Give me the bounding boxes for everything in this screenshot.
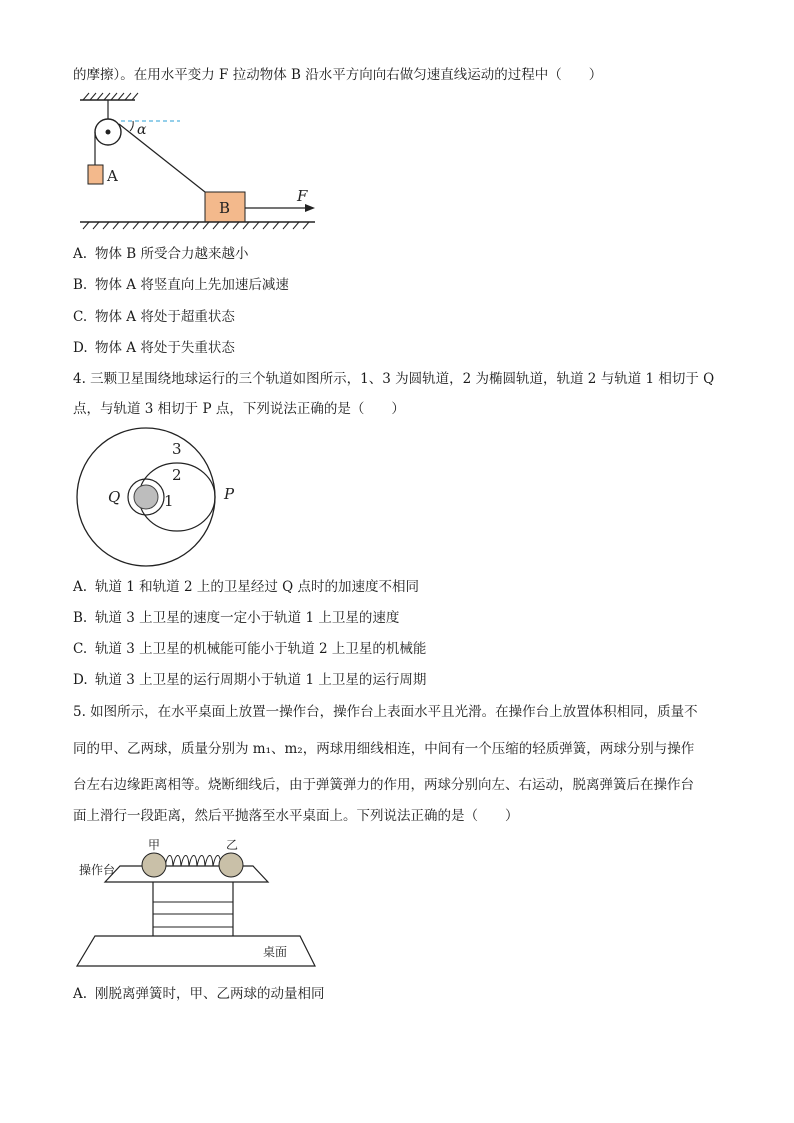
label-desk: 桌面: [263, 945, 288, 959]
label-b: B: [219, 199, 231, 217]
label-a: A: [107, 167, 118, 185]
q3-pulley-figure: [75, 92, 325, 232]
q5-stem-line4: 面上滑行一段距离，然后平抛落至水平桌面上。下列说法正确的是（ ）: [73, 808, 519, 824]
q4-option-a[interactable]: A. 轨道 1 和轨道 2 上的卫星经过 Q 点时的加速度不相同: [73, 579, 419, 595]
q4-option-d[interactable]: D. 轨道 3 上卫星的运行周期小于轨道 1 上卫星的运行周期: [73, 672, 427, 688]
q4-option-b[interactable]: B. 轨道 3 上卫星的速度一定小于轨道 1 上卫星的速度: [73, 610, 400, 626]
q3-option-c[interactable]: C. 物体 A 将处于超重状态: [73, 309, 235, 325]
q4-stem-line1: 4. 三颗卫星围绕地球运行的三个轨道如图所示，1、3 为圆轨道，2 为椭圆轨道，轨道 2 与轨道 1 相切于 Q: [73, 371, 715, 387]
label-alpha: α: [137, 122, 147, 138]
q3-option-d[interactable]: D. 物体 A 将处于失重状态: [73, 340, 235, 356]
q5-stem-line2: 同的甲、乙两球，质量分别为 m₁、m₂，两球用细线相连，中间有一个压缩的轻质弹簧，两球分别与操作: [73, 741, 695, 757]
q4-stem-line2: 点，与轨道 3 相切于 P 点，下列说法正确的是（ ）: [73, 401, 405, 417]
q5-platform-figure: [75, 836, 325, 971]
label-orbit-1: 1: [164, 492, 174, 510]
q4-option-c[interactable]: C. 轨道 3 上卫星的机械能可能小于轨道 2 上卫星的机械能: [73, 641, 427, 657]
label-orbit-2: 2: [172, 466, 182, 484]
q4-orbit-figure: [75, 428, 255, 568]
q3-option-b[interactable]: B. 物体 A 将竖直向上先加速后减速: [73, 277, 289, 293]
q5-option-a[interactable]: A. 刚脱离弹簧时，甲、乙两球的动量相同: [73, 986, 325, 1002]
q5-stem-line1: 5. 如图所示，在水平桌面上放置一操作台，操作台上表面水平且光滑。在操作台上放置体积相同，质量不: [73, 704, 698, 720]
q3-stem-tail: 的摩擦）。在用水平变力 F 拉动物体 B 沿水平方向向右做匀速直线运动的过程中（ ）: [73, 67, 603, 83]
label-orbit-3: 3: [172, 440, 182, 458]
label-jia: 甲: [148, 838, 161, 852]
label-q: Q: [108, 488, 121, 506]
label-yi: 乙: [226, 838, 239, 852]
label-f: F: [297, 187, 308, 205]
q3-option-a[interactable]: A. 物体 B 所受合力越来越小: [73, 246, 249, 262]
label-p: P: [224, 485, 235, 503]
q5-stem-line3: 台左右边缘距离相等。烧断细线后，由于弹簧弹力的作用，两球分别向左、右运动，脱离弹簧后在操作台: [73, 777, 694, 793]
label-platform: 操作台: [79, 863, 116, 877]
